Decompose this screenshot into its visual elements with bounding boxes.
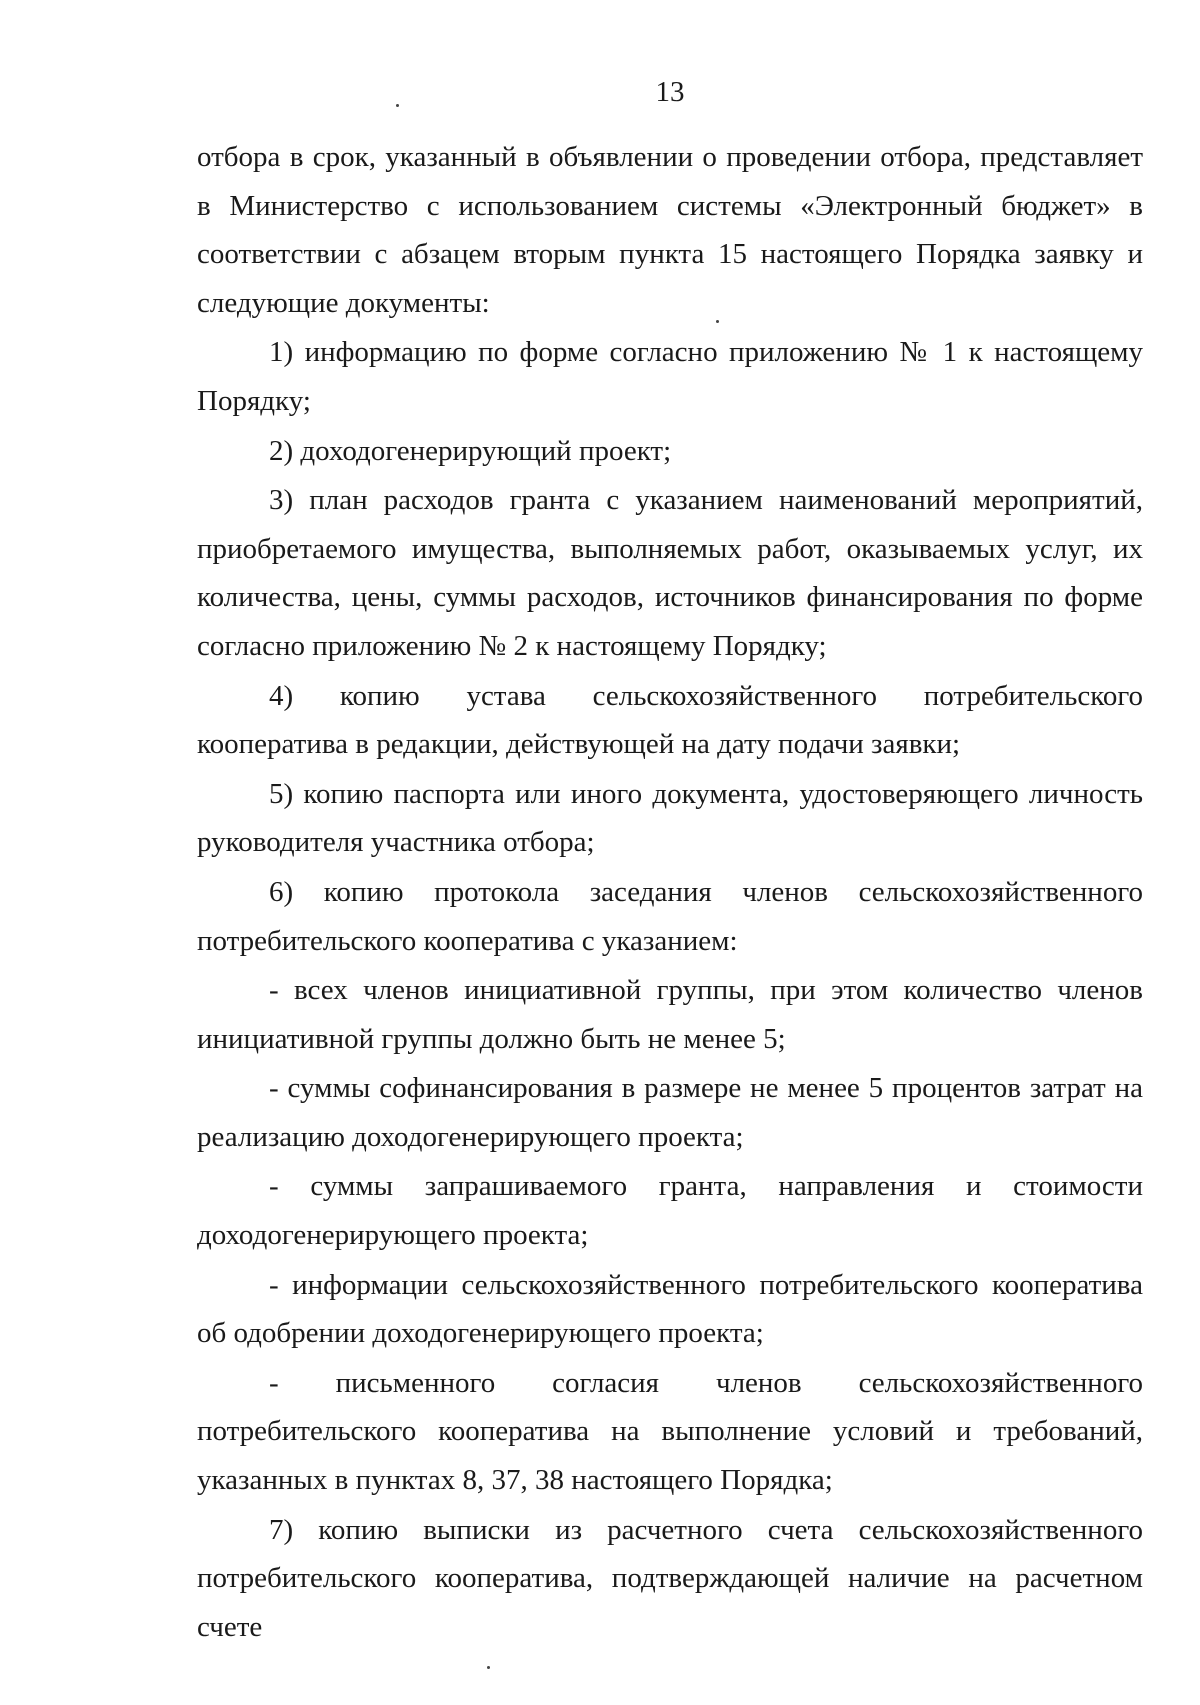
list-item-5: 5) копию паспорта или иного документа, удостоверяющего личность руководителя участника отбора; [197,777,1143,859]
sub-item-approval: - информации сельскохозяйственного потребительского кооператива об одобрении доходогенерирующего проекта; [197,1268,1143,1350]
paragraph-intro: отбора в срок, указанный в объявлении о проведении отбора, представляет в Министерство с использованием системы «Электронный бюджет» в соответствии с абзацем вторым пункта 15 настоящего Порядка заявку и следующие документы: [197,141,1143,319]
document-body [197,133,1143,1651]
scan-speck [487,1666,490,1669]
list-item-2: 2) доходогенерирующий проект; [269,434,672,467]
list-item-3: 3) план расходов гранта с указанием наименований мероприятий, приобретаемого имущества, выполняемых работ, оказываемых услуг, их количества, цены, суммы расходов, источников финансирования по форме согласно приложению № 2 к настоящему Порядку; [197,484,1143,662]
sub-item-grant-amount: - суммы запрашиваемого гранта, направления и стоимости доходогенерирующего проекта; [197,1170,1143,1252]
scan-speck [396,104,399,107]
sub-item-members: - всех членов инициативной группы, при этом количество членов инициативной группы должно быть не менее 5; [197,974,1143,1055]
list-item-1: 1) информацию по форме согласно приложению № 1 к настоящему Порядку; [197,336,1143,417]
list-item-7: 7) копию выписки из расчетного счета сельскохозяйственного потребительского кооператива, подтверждающей наличие на расчетном счете [197,1513,1143,1643]
sub-item-consent: - письменного согласия членов сельскохозяйственного потребительского кооператива на выполнение условий и требований, указанных в пунктах 8, 37, 38 настоящего Порядка; [197,1366,1143,1497]
list-item-6: 6) копию протокола заседания членов сельскохозяйственного потребительского кооператива с указанием: [197,875,1143,957]
list-item-4: 4) копию устава сельскохозяйственного потребительского кооператива в редакции, действующей на дату подачи заявки; [197,679,1143,761]
sub-item-cofinancing: - суммы софинансирования в размере не менее 5 процентов затрат на реализацию доходогенерирующего проекта; [197,1072,1143,1153]
page-number: 13 [655,76,685,108]
